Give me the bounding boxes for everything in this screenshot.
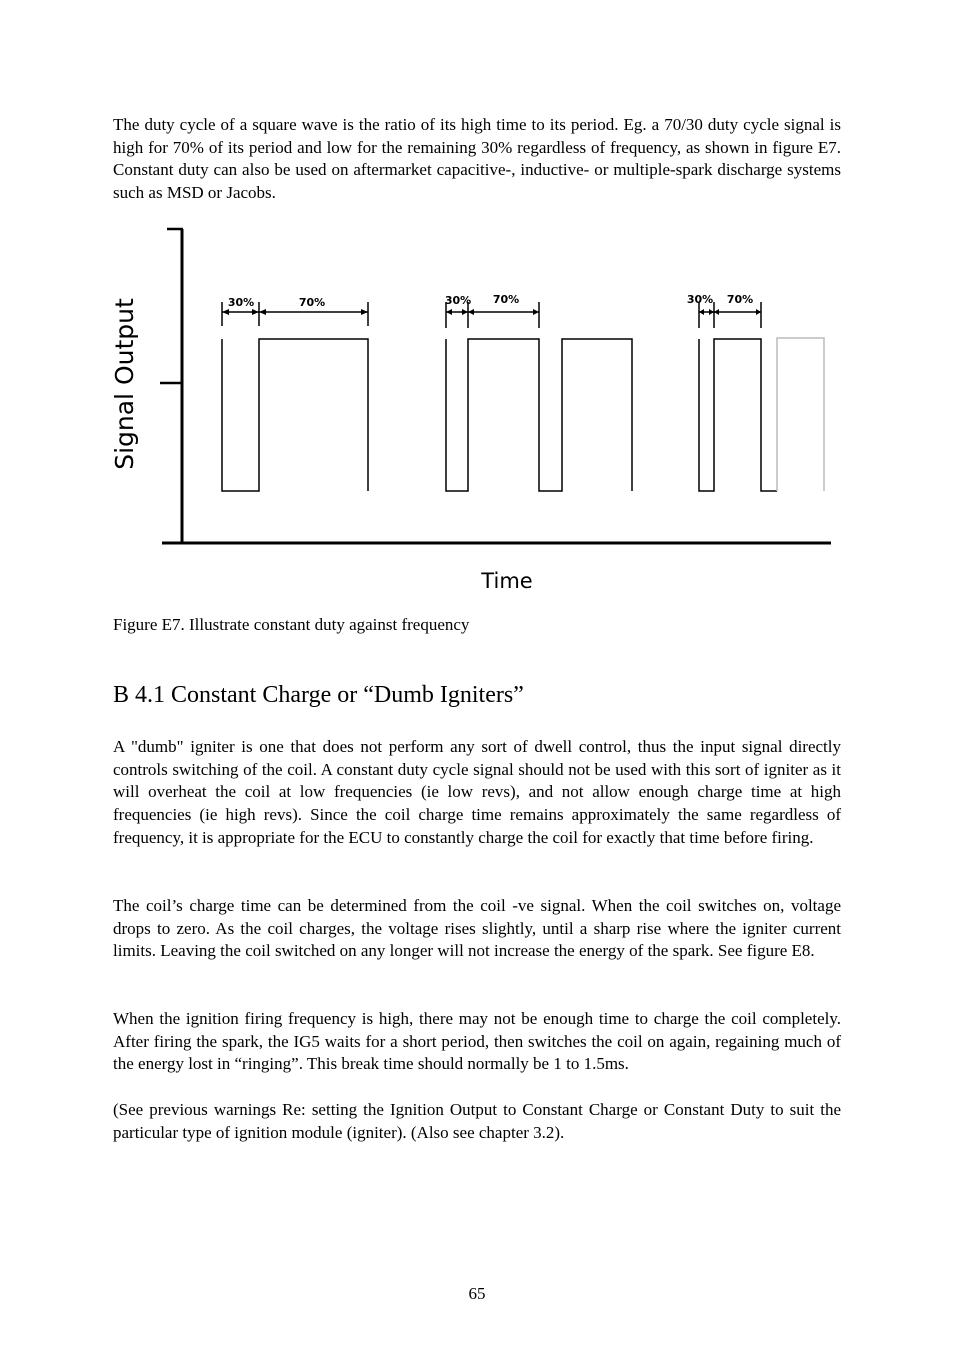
- duty-cycle-figure: [105, 220, 845, 595]
- low-label-3: 30%: [686, 293, 714, 306]
- page-number: 65: [468, 1284, 486, 1303]
- waveform-high-frequency-faded: [777, 338, 824, 491]
- firing-frequency-paragraph: When the ignition firing frequency is high, there may not be enough time to charge the coil completely. After firing the spark, the IG5 waits for a short period, then switches the coil on again, regaining much of the energy lost in “ringing”. This break time should normally be 1 to 1.5ms.: [113, 1009, 841, 1074]
- charge-time-paragraph: The coil’s charge time can be determined from the coil -ve signal. When the coil switches on, voltage drops to zero. As the coil charges, the voltage rises slightly, until a sharp rise where the igniter current limits. Leaving the coil switched on any longer will not increase the energy of the spark. See figure E8.: [113, 896, 841, 961]
- warning-paragraph: (See previous warnings Re: setting the Ignition Output to Constant Charge or Constant Duty to suit the particular type of ignition module (igniter). (Also see chapter 3.2).: [113, 1100, 841, 1142]
- waveform-high-frequency: [699, 339, 777, 491]
- x-axis-title: Time: [481, 569, 533, 593]
- figure-caption: Figure E7. Illustrate constant duty against frequency: [113, 615, 470, 634]
- dumb-igniter-paragraph: A "dumb" igniter is one that does not perform any sort of dwell control, thus the input signal directly controls switching of the coil. A constant duty cycle signal should not be used with this sort of igniter as it will overheat the coil at low frequencies (ie low revs), and not allow enough charge time at high frequencies (ie high revs). Since the coil charge time remains approximately the same regardless of frequency, it is appropriate for the ECU to constantly charge the coil for exactly that time before firing.: [113, 737, 841, 847]
- high-label-1: 70%: [298, 296, 326, 309]
- waveform-low-frequency: [222, 339, 368, 491]
- section-heading: B 4.1 Constant Charge or “Dumb Igniters”: [113, 682, 524, 708]
- low-label-2: 30%: [444, 294, 472, 307]
- high-label-3: 70%: [726, 293, 754, 306]
- waveform-medium-frequency: [446, 339, 632, 491]
- high-label-2: 70%: [492, 293, 520, 306]
- intro-paragraph: The duty cycle of a square wave is the ratio of its high time to its period. Eg. a 70/30 duty cycle signal is high for 70% of its period and low for the remaining 30% regardless of frequency, as shown in figure E7. Constant duty can also be used on aftermarket capacitive-, inductive- or multiple-spark discharge systems such as MSD or Jacobs.: [113, 115, 841, 203]
- y-axis-title: Signal Output: [110, 298, 139, 470]
- low-label-1: 30%: [227, 296, 255, 309]
